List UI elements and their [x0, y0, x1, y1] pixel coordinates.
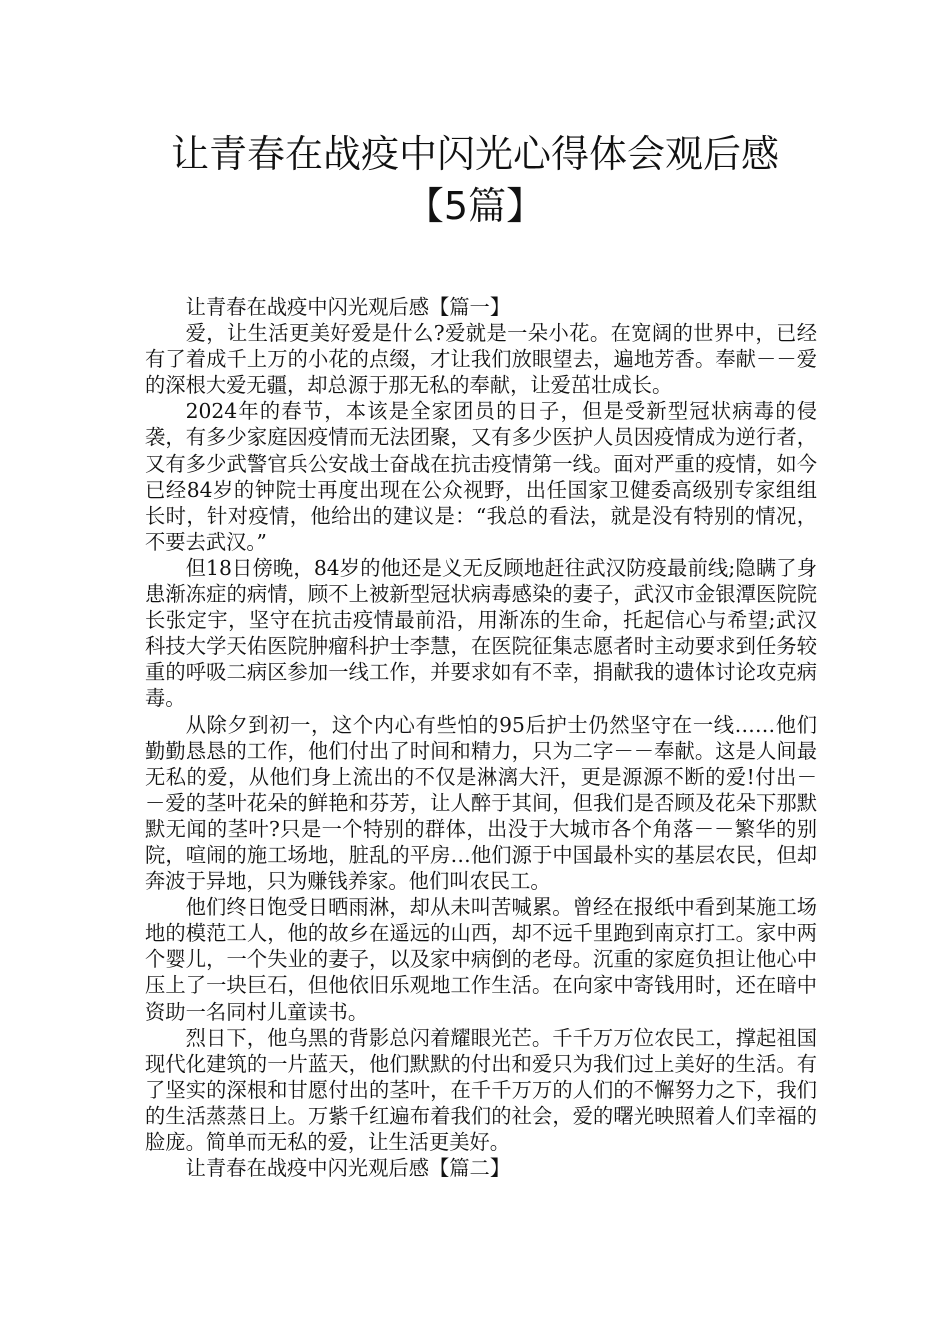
document-title	[95, 128, 855, 232]
body-paragraph: 但18日傍晚，84岁的他还是义无反顾地赶往武汉防疫最前线;隐瞒了身患渐冻症的病情，顾不上被新型冠状病毒感染的妻子，武汉市金银潭医院院长张定宇，坚守在抗击疫情最前沿，用渐冻的生命，托起信心与希望;武汉科技大学天佑医院肿瘤科护士李慧，在医院征集志愿者时主动要求到任务较重的呼吸二病区参加一线工作，并要求如有不幸，捐献我的遗体讨论攻克病毒。	[145, 555, 817, 711]
title-line-1: 让青春在战疫中闪光心得体会观后感	[170, 132, 779, 176]
title-line-2: 【5篇】	[405, 184, 545, 228]
section-heading-2: 让青春在战疫中闪光观后感【篇二】	[185, 1156, 511, 1181]
section-heading-1: 让青春在战疫中闪光观后感【篇一】	[185, 295, 511, 319]
body-paragraph: 2024年的春节，本该是全家团员的日子，但是受新型冠状病毒的侵袭，有多少家庭因疫情而无法团聚，又有多少医护人员因疫情成为逆行者，又有多少武警官兵公安战士奋战在抗击疫情第一线。面对严重的疫情，如今已经84岁的钟院士再度出现在公众视野，出任国家卫健委高级别专家组组长时，针对疫情，他给出的建议是：“我总的看法，就是没有特别的情况，不要去武汉。”	[145, 399, 817, 554]
document-body	[145, 294, 817, 1181]
body-paragraph: 他们终日饱受日晒雨淋，却从未叫苦喊累。曾经在报纸中看到某施工场地的模范工人，他的故乡在遥远的山西，却不远千里跑到南京打工。家中两个婴儿，一个失业的妻子，以及家中病倒的老母。沉重的家庭负担让他心中压上了一块巨石，但他依旧乐观地工作生活。在向家中寄钱用时，还在暗中资助一名同村儿童读书。	[145, 895, 817, 1024]
body-paragraph: 从除夕到初一，这个内心有些怕的95后护士仍然坚守在一线……他们勤勤恳恳的工作，他们付出了时间和精力，只为二字－－奉献。这是人间最无私的爱，从他们身上流出的不仅是淋漓大汗，更是源源不断的爱!付出－－爱的茎叶花朵的鲜艳和芬芳，让人醉于其间，但我们是否顾及花朵下那默默无闻的茎叶?只是一个特别的群体，出没于大城市各个角落－－繁华的别院，喧闹的施工场地，脏乱的平房…他们源于中国最朴实的基层农民，但却奔波于异地，只为赚钱养家。他们叫农民工。	[145, 712, 817, 894]
body-paragraph: 烈日下，他乌黑的背影总闪着耀眼光芒。千千万万位农民工，撑起祖国现代化建筑的一片蓝天，他们默默的付出和爱只为我们过上美好的生活。有了坚实的深根和甘愿付出的茎叶，在千千万万的人们的不懈努力之下，我们的生活蒸蒸日上。万紫千红遍布着我们的社会，爱的曙光映照着人们幸福的脸庞。简单而无私的爱，让生活更美好。	[145, 1025, 817, 1154]
body-paragraph: 爱，让生活更美好爱是什么?爱就是一朵小花。在宽阔的世界中，已经有了着成千上万的小花的点缀，才让我们放眼望去，遍地芳香。奉献－－爱的深根大爱无疆，却总源于那无私的奉献，让爱茁壮成长。	[145, 321, 817, 398]
